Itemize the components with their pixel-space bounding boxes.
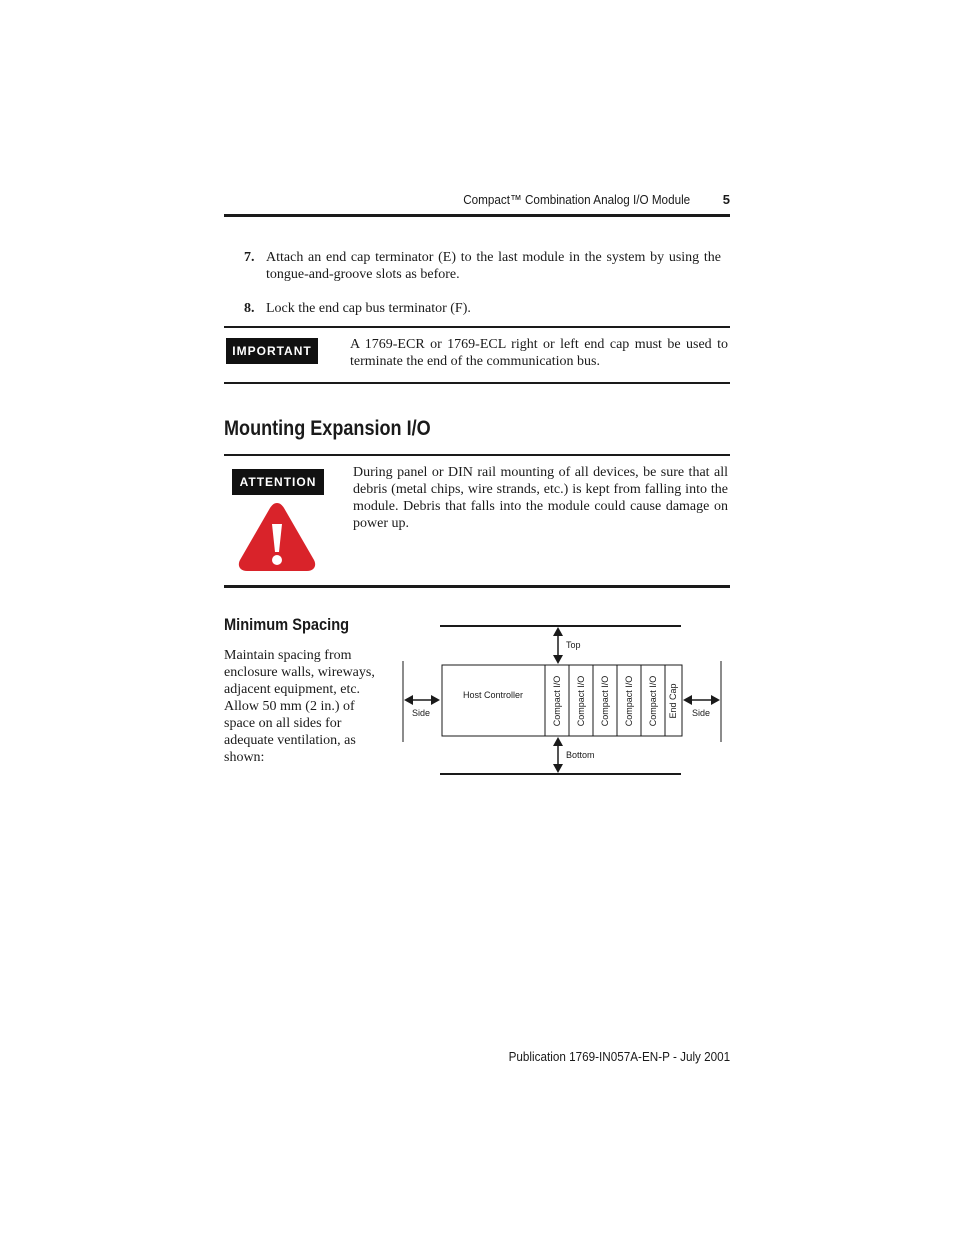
page-number: 5 [722,192,730,207]
attention-bottom-rule [224,585,730,588]
left-spacing-arrow [404,695,440,705]
attention-badge: ATTENTION [232,469,324,495]
attention-text: During panel or DIN rail mounting of all devices, be sure that all debris (metal chips, wire strands, etc.) is kept from falling into the module. Debris that falls into the module could cause damage on power up. [353,465,728,531]
subsection-heading: Minimum Spacing [224,615,350,634]
subsection-paragraph: Maintain spacing from enclosure walls, wireways, adjacent equipment, etc. Allow 50 mm (2 in.) of space on all sides for adequate ventilation, as shown: [224,648,375,765]
important-text: A 1769-ECR or 1769-ECL right or left end cap must be used to terminate the end of the communication bus. [350,337,728,369]
module-label: Compact I/O [600,675,610,727]
exclamation-dot [272,555,282,565]
step-7 [224,249,730,285]
right-side-label: Side [692,708,711,718]
module-label: Compact I/O [648,675,658,727]
important-top-rule [224,326,730,328]
important-badge: IMPORTANT [226,338,318,364]
left-side-label: Side [412,708,431,718]
module-label: Compact I/O [624,675,634,727]
spacing-diagram-svg [396,616,730,782]
running-header-title: Compact™ Combination Analog I/O Module [463,192,690,207]
publication-footer: Publication 1769-IN057A-EN-P - July 2001 [508,1049,730,1064]
spacing-diagram [396,616,730,782]
important-bottom-rule [224,382,730,384]
host-controller-box [442,665,545,736]
right-spacing-arrow [683,695,720,705]
section-heading: Mounting Expansion I/O [224,417,431,440]
bottom-label: Bottom [566,750,595,760]
step-text: Attach an end cap terminator (E) to the last module in the system by using the tongue-and-groove slots as before. [266,250,721,282]
header-rule [224,214,730,217]
step-text: Lock the end cap bus terminator (F). [266,301,471,316]
top-label: Top [566,640,581,650]
attention-top-rule [224,454,730,456]
module-label: Compact I/O [552,675,562,727]
end-cap-label: End Cap [668,683,678,719]
top-spacing-arrow [553,627,563,664]
warning-triangle-svg [236,500,318,574]
step-number: 8. [244,301,255,316]
warning-triangle-icon [236,500,318,574]
module-label: Compact I/O [576,675,586,727]
running-header [224,191,730,211]
host-controller-label: Host Controller [462,690,524,700]
step-8 [224,300,730,318]
step-number: 7. [244,250,255,265]
bottom-spacing-arrow [553,737,563,773]
